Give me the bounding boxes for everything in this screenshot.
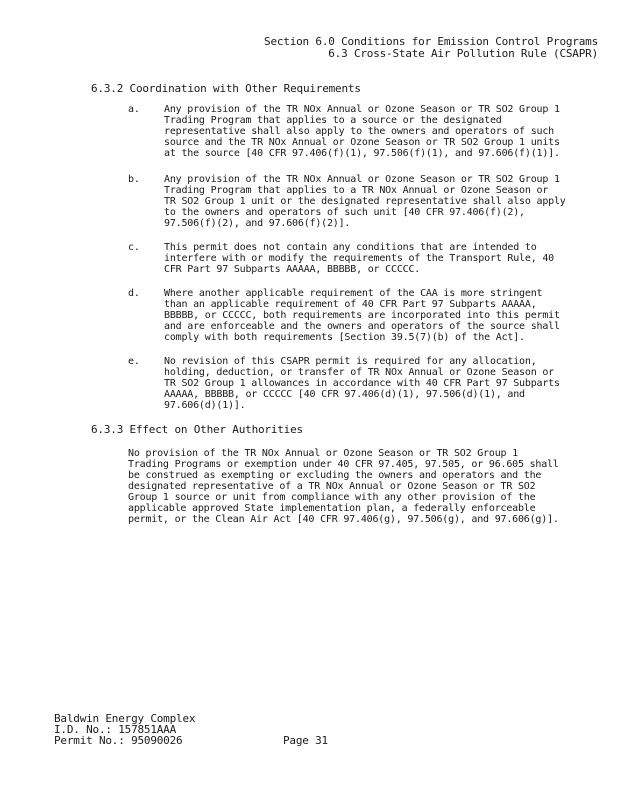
section-heading-6-3-2: 6.3.2 Coordination with Other Requirements [91, 82, 361, 95]
header-section-title: Section 6.0 Conditions for Emission Control Programs [264, 35, 598, 48]
item-letter: b. [128, 174, 140, 185]
section-heading-6-3-3: 6.3.3 Effect on Other Authorities [91, 423, 303, 436]
item-letter: d. [128, 288, 140, 299]
section-paragraph-6-3-3: No provision of the TR NOx Annual or Ozone Season or TR SO2 Group 1 Trading Programs or exemption under 40 CFR 97.405, 97.505, or 96.605 shall be construed as exempting or excluding the owners and operators and the designated representative of a TR NOx Annual or Ozone Season or TR SO2 Group 1 source or unit from compliance with any other provision of the applicable approved State implementation plan, a federally enforceable permit, or the Clean Air Act [40 CFR 97.406(g), 97.506(g), and 97.606(g)]. [128, 448, 559, 525]
header-subsection-title: 6.3 Cross-State Air Pollution Rule (CSAPR) [328, 47, 598, 60]
item-text: This permit does not contain any conditions that are intended to interfere with or modify the requirements of the Transport Rule, 40 CFR Part 97 Subparts AAAAA, BBBBB, or CCCCC. [164, 242, 554, 275]
item-letter: e. [128, 356, 140, 367]
footer-identifiers: Baldwin Energy Complex I.D. No.: 157851AAA Permit No.: 95090026 [54, 712, 196, 747]
item-text: Where another applicable requirement of the CAA is more stringent than an applicable requirement of 40 CFR Part 97 Subparts AAAAA, BBBBB, or CCCCC, both requirements are incorporated into this permit and are enforceable and the owners and operators of the source shall comply with both requirements [Section 39.5(7)(b) of the Act]. [164, 288, 560, 343]
page-header [264, 36, 598, 60]
page-number: Page 31 [283, 734, 328, 747]
item-text: Any provision of the TR NOx Annual or Ozone Season or TR SO2 Group 1 Trading Program that applies to a TR NOx Annual or Ozone Season or TR SO2 Group 1 unit or the designated representative shall also apply to the owners and operators of such unit [40 CFR 97.406(f)(2), 97.506(f)(2), and 97.606(f)(2)]. [164, 174, 566, 229]
item-text: Any provision of the TR NOx Annual or Ozone Season or TR SO2 Group 1 Trading Program that applies to a source or the designated representative shall also apply to the owners and operators of such source and the TR NOx Annual or Ozone Season or TR SO2 Group 1 units at the source [40 CFR 97.406(f)(1), 97.506(f)(1), and 97.606(f)(1)]. [164, 104, 560, 159]
item-letter: a. [128, 104, 140, 115]
item-letter: c. [128, 242, 140, 253]
item-text: No revision of this CSAPR permit is required for any allocation, holding, deduction, or transfer of TR NOx Annual or Ozone Season or TR SO2 Group 1 allowances in accordance with 40 CFR Part 97 Subparts AAAAA, BBBBB, or CCCCC [40 CFR 97.406(d)(1), 97.506(d)(1), and 97.606(d)(1)]. [164, 356, 560, 411]
